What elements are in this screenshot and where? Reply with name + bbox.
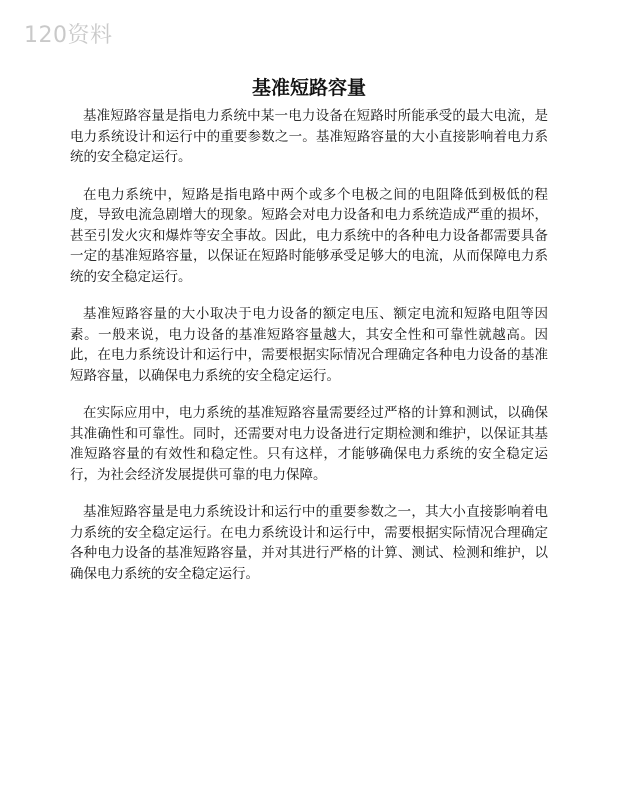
paragraph-3: 基准短路容量的大小取决于电力设备的额定电压、额定电流和短路电阻等因素。一般来说，电力设备的基准短路容量越大，其安全性和可靠性就越高。因此，在电力系统设计和运行中，需要根据实际情况合理确定各种电力设备的基准短路容量，以确保电力系统的安全稳定运行。 xyxy=(70,306,548,384)
paragraph-5: 基准短路容量是电力系统设计和运行中的重要参数之一，其大小直接影响着电力系统的安全稳定运行。在电力系统设计和运行中，需要根据实际情况合理确定各种电力设备的基准短路容量，并对其进行严格的计算、测试、检测和维护，以确保电力系统的安全稳定运行。 xyxy=(70,504,548,582)
watermark-logo: 120资料 xyxy=(24,23,113,48)
paragraph-1: 基准短路容量是指电力系统中某一电力设备在短路时所能承受的最大电流，是电力系统设计和运行中的重要参数之一。基准短路容量的大小直接影响着电力系统的安全稳定运行。 xyxy=(70,108,548,165)
paragraph-4: 在实际应用中，电力系统的基准短路容量需要经过严格的计算和测试，以确保其准确性和可靠性。同时，还需要对电力设备进行定期检测和维护，以保证其基准短路容量的有效性和稳定性。只有这样，才能够确保电力系统的安全稳定运行，为社会经济发展提供可靠的电力保障。 xyxy=(70,405,548,483)
document-title: 基准短路容量 xyxy=(251,77,366,99)
document-body xyxy=(70,76,548,601)
paragraph-2: 在电力系统中，短路是指电路中两个或多个电极之间的电阻降低到极低的程度，导致电流急剧增大的现象。短路会对电力设备和电力系统造成严重的损坏，甚至引发火灾和爆炸等安全事故。因此，电力系统中的各种电力设备都需要具备一定的基准短路容量，以保证在短路时能够承受足够大的电流，从而保障电力系统的安全稳定运行。 xyxy=(70,186,548,285)
